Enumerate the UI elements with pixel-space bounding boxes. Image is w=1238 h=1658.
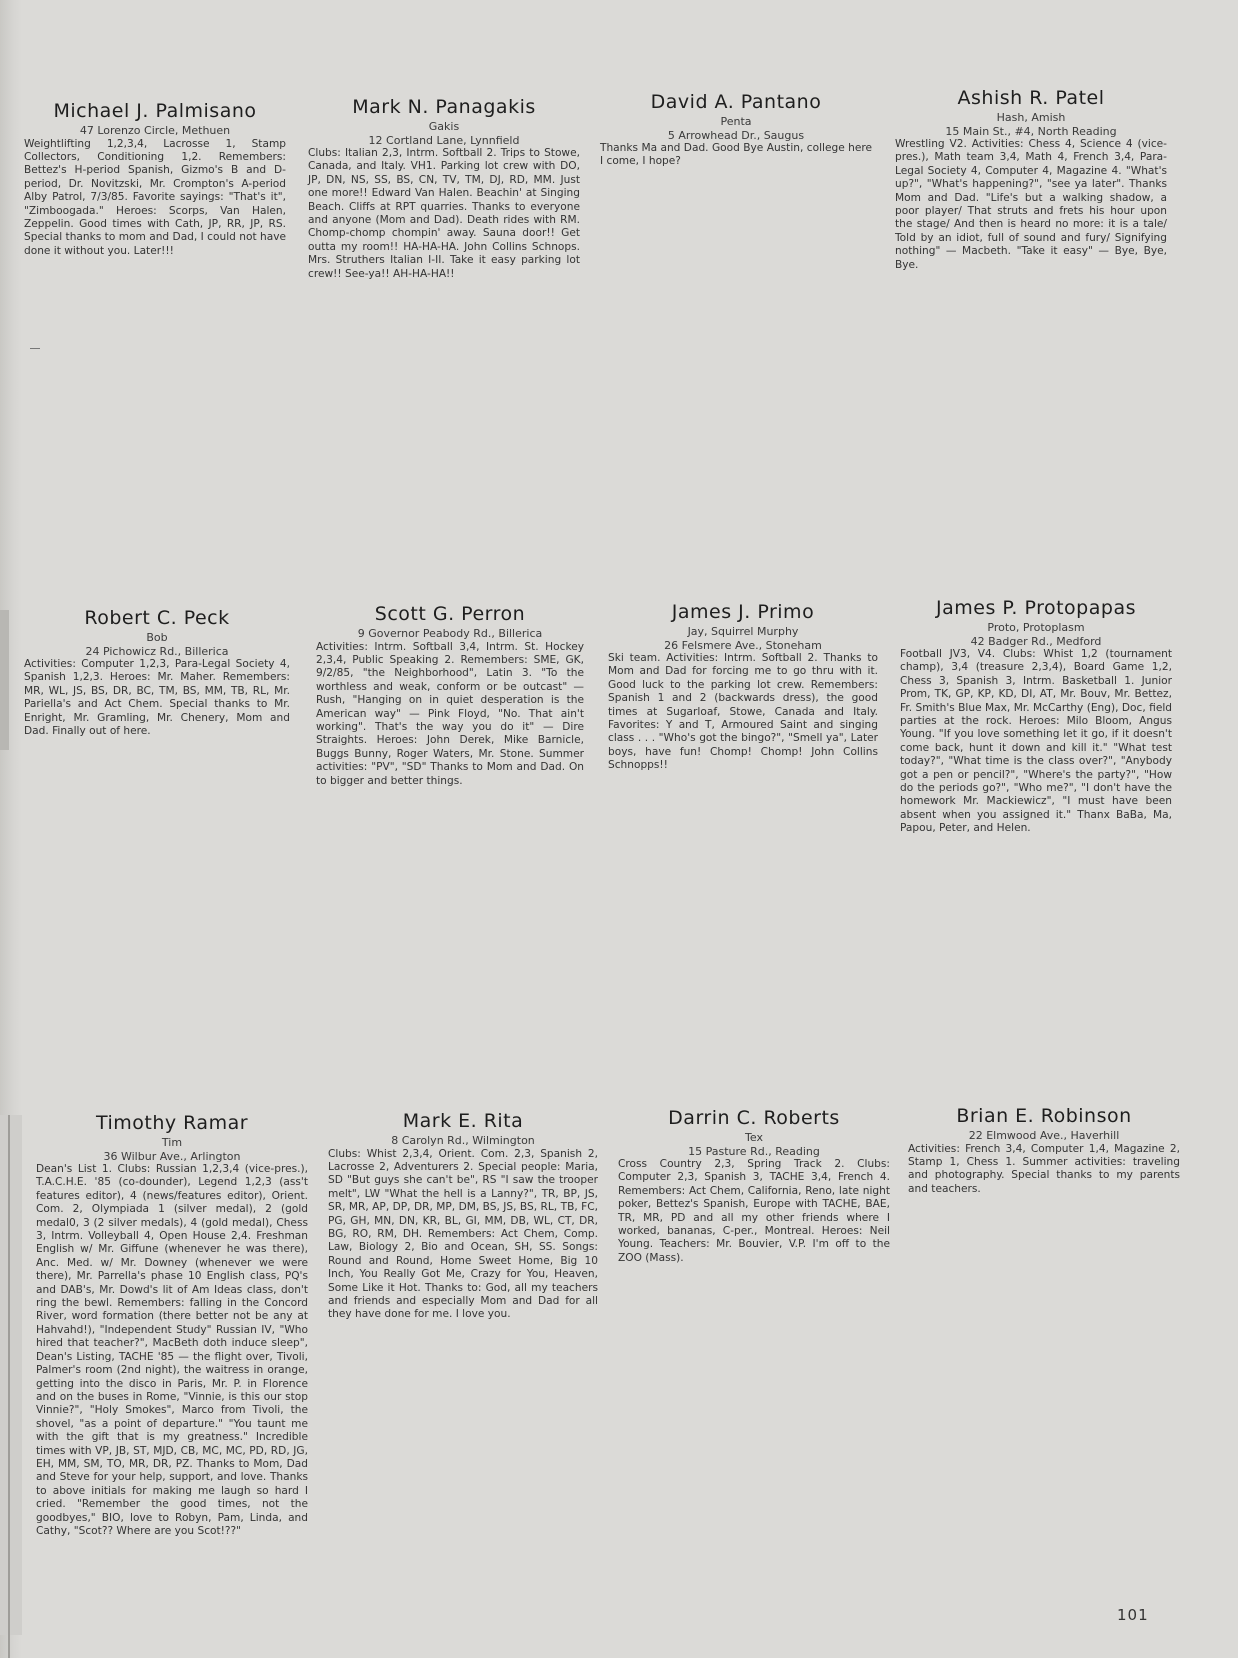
binding-line [8,1115,10,1658]
student-address: 8 Carolyn Rd., Wilmington [391,1134,535,1147]
student-bio: Cross Country 2,3, Spring Track 2. Clubs: Computer 2,3, Spanish 3, TACHE 3,4, French 4. Remembers: Act Chem, California, Reno, late night poker, Bettez's Spanish, Europe with TACHE, BAE, TR, MR, PD and all my other friends where I worked, bananas, C-per., Montreal. Heroes: Neil Young. Teachers: Mr. Bouvier, V.P. I'm off to the ZOO (Mass). [618,1158,890,1264]
student-bio: Ski team. Activities: Intrm. Softball 2. Thanks to Mom and Dad for forcing me to go thru with it. Good luck to the parking lot crew. Remembers: Spanish 1 and 2 (backwards dress), the good times at Sugarloaf, Stowe, Canada and Italy. Favorites: Y and T, Armoured Saint and singing class . . . "Who's got the bingo?", "Smell ya", Later boys, have fun! Chomp! Chomp! John Collins Schnopps!! [608,652,878,772]
student-name: Timothy Ramar [95,1112,249,1134]
student-name: James P. Protopapas [936,597,1136,619]
stray-mark [30,348,40,349]
student-name: Michael J. Palmisano [53,100,257,122]
student-address: 12 Cortland Lane, Lynnfield [368,133,520,147]
student-address: 47 Lorenzo Circle, Methuen [79,124,231,137]
student-nickname: Tim [161,1136,183,1149]
senior-entry-panagakis [308,96,580,281]
senior-entry-perron [316,603,584,788]
senior-entry-primo [608,601,878,773]
student-nickname: Tex [745,1131,763,1144]
student-address: 36 Wilbur Ave., Arlington [103,1149,241,1163]
student-name: Ashish R. Patel [957,87,1105,109]
student-nickname: Bob [146,631,168,644]
student-bio: Weightlifting 1,2,3,4, Lacrosse 1, Stamp Collectors, Conditioning 1,2. Remembers: Bettez's H-period Spanish, Gizmo's B and D-period, Dr. Novitzski, Mr. Crompton's A-period Alby Patrol, 7/3/85. Favorite sayings: "That's it", "Zimboogada." Heroes: Scorps, Van Halen, Zeppelin. Good times with Cath, JP, RR, JP, RS. Special thanks to mom and Dad, I could not have done it without you. Later!!! [24,137,286,257]
student-address: 24 Pichowicz Rd., Billerica [85,644,229,658]
senior-entry-patel [895,87,1167,272]
student-address: 15 Pasture Rd., Reading [688,1144,820,1158]
senior-entry-roberts [618,1107,890,1265]
page-number: 101 [1117,1606,1149,1624]
student-name: Mark N. Panagakis [352,96,536,118]
senior-entry-peck [24,607,290,738]
student-nickname: Penta [720,115,752,128]
senior-entry-palmisano [24,100,286,258]
student-nickname: Proto, Protoplasm [987,621,1085,634]
student-bio: Clubs: Italian 2,3, Intrm. Softball 2. Trips to Stowe, Canada, and Italy. VH1. Parking lot crew with DO, JP, DN, NS, SS, BS, CN, TV, TM, DJ, RD, MM. Just one more!! Edward Van Halen. Beachin' at Singing Beach. Cliffs at RPT quarries. Thanks to everyone and anyone (Mom and Dad). Death rides with RM. Chomp-chomp chompin' away. Sauna door!! Get outta my room!! HA-HA-HA. John Collins Schnops. Mrs. Struthers Italian I-II. Take it easy parking lot crew!! See-ya!! AH-HA-HA!! [308,147,580,280]
student-name: Scott G. Perron [374,603,526,625]
student-bio: Wrestling V2. Activities: Chess 4, Science 4 (vice-pres.), Math team 3,4, Math 4, French 3,4, Para-Legal Society 4, Computer 4, Magazine 4. "What's up?", "What's happening?", "see ya later". Thanks Mom and Dad. "Life's but a walking shadow, a poor player/ That struts and frets his hour upon the stage/ And then is heard no more: it is a tale/ Told by an idiot, full of sound and fury/ Signifying nothing" — Macbeth. "Take it easy" — Bye, Bye, Bye. [895,138,1167,271]
student-address: 15 Main St., #4, North Reading [945,124,1117,138]
senior-entry-robinson [908,1105,1180,1196]
adjacent-page-strip-lower [0,1115,22,1635]
student-address: 22 Elmwood Ave., Haverhill [968,1129,1120,1142]
adjacent-page-strip [0,610,9,750]
student-address: 9 Governor Peabody Rd., Billerica [357,627,543,640]
student-bio: Activities: French 3,4, Computer 1,4, Magazine 2, Stamp 1, Chess 1. Summer activities: traveling and photography. Special thanks to my parents and teachers. [908,1142,1180,1195]
senior-entry-rita [328,1110,598,1322]
student-bio: Activities: Computer 1,2,3, Para-Legal Society 4, Spanish 1,2,3. Heroes: Mr. Maher. Remembers: MR, WL, JS, BS, DR, BC, TM, BS, MM, TB, RL, Mr. Pariella's and Act Chem. Special thanks to Mr. Enright, Mr. Gramling, Mr. Chenery, Mom and Dad. Finally out of here. [24,658,290,738]
senior-entry-pantano [600,91,872,169]
student-name: Brian E. Robinson [956,1105,1132,1127]
student-bio: Clubs: Whist 2,3,4, Orient. Com. 2,3, Spanish 2, Lacrosse 2, Adventurers 2. Special people: Maria, SD "But guys she can't be", RS "I saw the trooper melt", LW "What the hell is a Lanny?", TR, BP, JS, SR, MR, AP, DP, DR, MP, DM, BS, JS, BS, RL, TB, FC, PG, GH, MN, DN, KR, BL, GI, MM, DB, WL, CT, DR, BG, RO, RM, DH. Remembers: Act Chem, Comp. Law, Biology 2, Bio and Ocean, SH, SS. Songs: Round and Round, Home Sweet Home, Big 10 Inch, You Really Got Me, Crazy for You, Heaven, Some Like it Hot. Thanks to: God, all my teachers and friends and especially Mom and Dad for all they have done for me. I love you. [328,1147,598,1321]
senior-entry-ramar [36,1112,308,1538]
student-nickname: Jay, Squirrel Murphy [687,625,799,638]
student-bio: Thanks Ma and Dad. Good Bye Austin, college here I come, I hope? [600,142,872,168]
student-bio: Activities: Intrm. Softball 3,4, Intrm. St. Hockey 2,3,4, Public Speaking 2. Remembers: SME, GK, 9/2/85, "the Neighborhood", Latin 3. "To the worthless and weak, conform or be outcast" — Rush, "Hanging on in quiet desperation is the American way" — Pink Floyd, "No. That ain't working". That's the way you do it" — Dire Straights. Heroes: John Derek, Mike Barnicle, Buggs Bunny, Roger Waters, Mr. Stone. Summer activities: "PV", "SD" Thanks to Mom and Dad. On to bigger and better things. [316,640,584,787]
student-name: James J. Primo [671,601,815,623]
student-address: 26 Felsmere Ave., Stoneham [664,638,822,652]
student-address: 5 Arrowhead Dr., Saugus [667,128,805,142]
student-name: Darrin C. Roberts [668,1107,840,1129]
student-bio: Football JV3, V4. Clubs: Whist 1,2 (tournament champ), 3,4 (treasure 2,3,4), Board Game 1,2, Chess 3, Spanish 3, Intrm. Basketball 1. Junior Prom, TK, GP, KP, KD, DI, AT, Mr. Bouv, Mr. Bettez, Fr. Smith's Blue Max, Mr. McCarthy (Eng), Doc, field parties at the rock. Heroes: Milo Bloom, Angus Young. "If you love something let it go, if it doesn't come back, hunt it down and kill it." "What test today?", "What time is the class over?", "Anybody got a pen or pencil?", "Where's the party?", "How do the periods go?", "Who me?", "I don't have the homework Mr. Mackiewicz", "I must have been absent when you assigned it." Thanx BaBa, Ma, Papou, Peter, and Helen. [900,648,1172,835]
student-address: 42 Badger Rd., Medford [970,634,1102,648]
senior-entry-protopapas [900,597,1172,836]
student-name: David A. Pantano [650,91,822,113]
student-name: Mark E. Rita [402,1110,524,1132]
student-name: Robert C. Peck [84,607,230,629]
student-nickname: Hash, Amish [996,111,1066,124]
student-nickname: Gakis [428,120,460,133]
student-bio: Dean's List 1. Clubs: Russian 1,2,3,4 (vice-pres.), T.A.C.H.E. '85 (co-dounder), Legend 1,2,3 (ass't features editor), 4 (news/features editor), Orient. Com. 2, Olympiada 1 (silver medal), 2 (gold medal0, 3 (2 silver medals), 4 (gold medal), Chess 3, Intrm. Volleyball 4, Open House 2,4. Freshman English w/ Mr. Giffune (whenever he was there), Anc. Med. w/ Mr. Downey (whenever we were there), Mr. Parrella's phase 10 English class, PQ's and DAB's, Mr. Dowd's lit of Am Ideas class, don't ring the bewl. Remembers: falling in the Concord River, word formation (there better not be any at Hahvahd!), "Independent Study" Russian IV, "Who hired that teacher?", MacBeth doth induce sleep", Dean's Listing, TACHE '85 — the flight over, Tivoli, Palmer's room (2nd night), the waitress in orange, getting into the disco in Paris, Mr. P. in Florence and on the buses in Rome, "Vinnie, is this our stop Vinnie?", "Holy Smokes", Marco from Tivoli, the shovel, "as a point of departure." "You taunt me with the gift that is my greatness." Incredible times with VP, JB, ST, MJD, CB, MC, MC, PD, RD, JG, EH, MM, SM, TO, MR, DR, PZ. Thanks to Mom, Dad and Steve for your help, support, and love. Thanks to above initials for making me laugh so hard I cried. "Remember the good times, not the goodbyes," BIO, love to Robyn, Pam, Linda, and Cathy, "Scot?? Where are you Scot!??" [36,1163,308,1537]
